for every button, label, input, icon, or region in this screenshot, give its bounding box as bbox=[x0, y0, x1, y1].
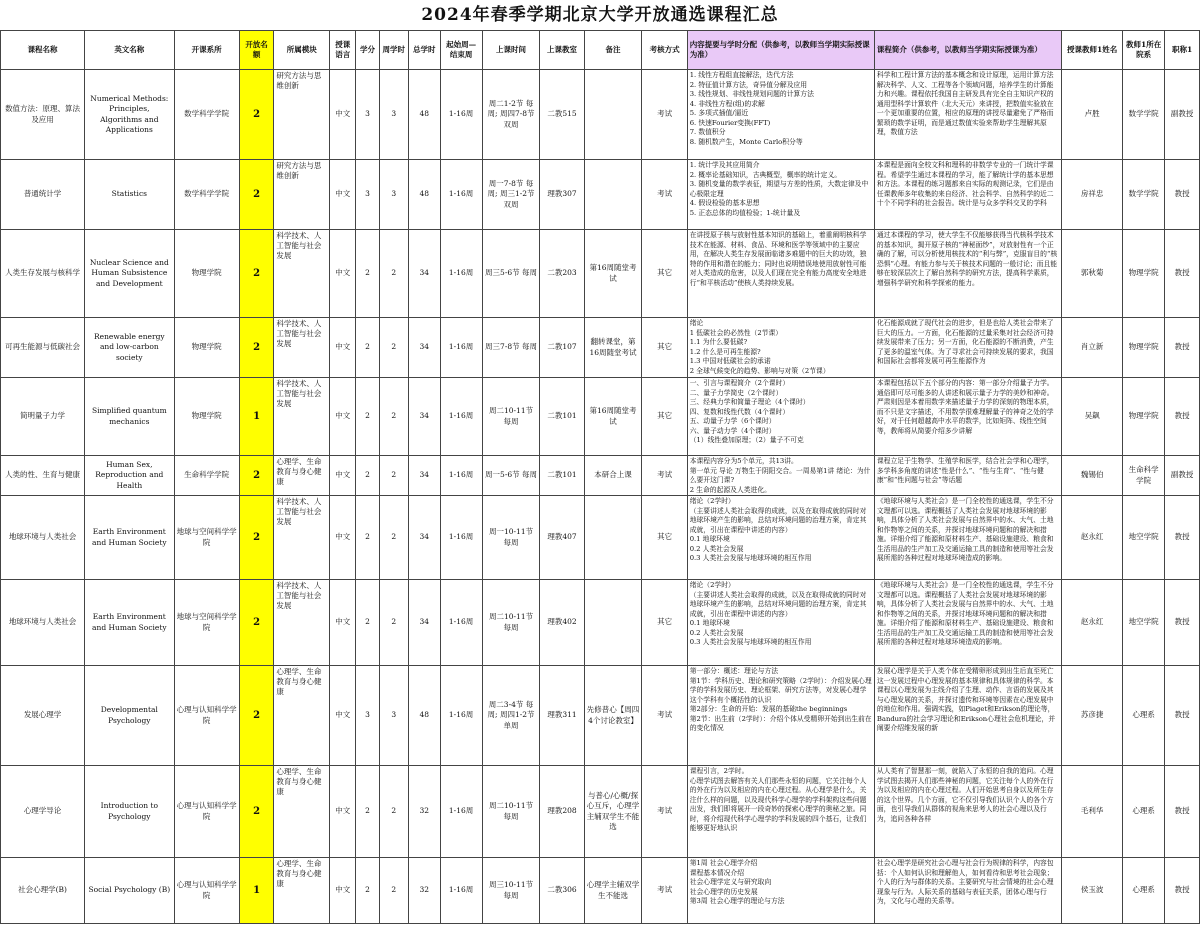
quota-cell: 2 bbox=[239, 160, 274, 230]
col-header-rank: 职称1 bbox=[1165, 31, 1200, 70]
weeks-cell: 1-16周 bbox=[440, 318, 482, 378]
department-cell: 数学科学学院 bbox=[174, 160, 239, 230]
course-name-cell: 地球环境与人类社会 bbox=[1, 496, 85, 580]
col-header-name: 课程名称 bbox=[1, 31, 85, 70]
table-row bbox=[1, 580, 1200, 666]
exam-method-cell: 其它 bbox=[642, 580, 687, 666]
quota-cell: 2 bbox=[239, 456, 274, 496]
teacher-rank-cell: 教授 bbox=[1165, 666, 1200, 766]
course-name-cell: 可再生能源与低碳社会 bbox=[1, 318, 85, 378]
classroom-cell: 二教203 bbox=[540, 230, 584, 318]
col-header-en: 英文名称 bbox=[85, 31, 174, 70]
col-header-module: 所属模块 bbox=[274, 31, 330, 70]
quota-cell: 1 bbox=[239, 378, 274, 456]
course-name-cell: 地球环境与人类社会 bbox=[1, 580, 85, 666]
page-title: 2024年春季学期北京大学开放通选课程汇总 bbox=[421, 5, 779, 25]
language-cell: 中文 bbox=[330, 160, 356, 230]
class-time-cell: 周三5-6节 每周 bbox=[482, 230, 540, 318]
language-cell: 中文 bbox=[330, 666, 356, 766]
content-outline-cell: 本课程内容分为5个单元，共13讲。 第一单元 导论 万物生于阴阳交合。一周易第1讲 绪论：为什么要开这门课? 2 生命的起源及人类进化。 bbox=[687, 456, 874, 496]
teacher-name-cell: 卢胜 bbox=[1062, 70, 1123, 160]
credit-cell: 3 bbox=[356, 666, 379, 766]
teacher-dept-cell: 心理系 bbox=[1123, 766, 1165, 858]
teacher-rank-cell: 副教授 bbox=[1165, 456, 1200, 496]
module-cell: 科学技术、人工智能与社会发展 bbox=[274, 496, 330, 580]
credit-cell: 2 bbox=[356, 378, 379, 456]
teacher-name-cell: 侯玉波 bbox=[1062, 858, 1123, 924]
department-cell: 数学科学学院 bbox=[174, 70, 239, 160]
credit-cell: 3 bbox=[356, 160, 379, 230]
note-cell: 本研合上课 bbox=[584, 456, 642, 496]
english-name-cell: Social Psychology (B) bbox=[85, 858, 174, 924]
course-name-cell: 人类生存发展与核科学 bbox=[1, 230, 85, 318]
total-hours-cell: 48 bbox=[409, 70, 441, 160]
english-name-cell: Numerical Methods: Principles, Algorithms and Applications bbox=[85, 70, 174, 160]
table-row bbox=[1, 858, 1200, 924]
credit-cell: 2 bbox=[356, 580, 379, 666]
col-header-exam: 考核方式 bbox=[642, 31, 687, 70]
table-row bbox=[1, 378, 1200, 456]
teacher-rank-cell: 教授 bbox=[1165, 230, 1200, 318]
credit-cell: 2 bbox=[356, 496, 379, 580]
course-intro-cell: 从人类有了智慧那一刻，就陷入了永恒的自我的追问。心理学试图去揭开人们那些神秘的问题，它关注每个人的外在行为以及相应的内在心理过程。人们开始思考自身以及所生存的这个世界。几个方面，它不仅引导我们认识个人的各个方面，也引导我们从群体的视角来思考人的社会心理以及行为，追问各种各样 bbox=[874, 766, 1061, 858]
course-name-cell: 简明量子力学 bbox=[1, 378, 85, 456]
classroom-cell: 二教306 bbox=[540, 858, 584, 924]
weeks-cell: 1-16周 bbox=[440, 456, 482, 496]
weekly-hours-cell: 2 bbox=[379, 456, 408, 496]
teacher-name-cell: 赵永红 bbox=[1062, 496, 1123, 580]
classroom-cell: 理教307 bbox=[540, 160, 584, 230]
class-time-cell: 周一7-8节 每周; 周三1-2节 双周 bbox=[482, 160, 540, 230]
credit-cell: 3 bbox=[356, 70, 379, 160]
course-intro-cell: 本课程是面向全校文科和理科的非数学专业的一门统计学课程。希望学生通过本课程的学习，能了解统计学的基本思想和方法。本课程的练习题都来自实际的观测记录，它们是由任课教师多年收集的来自经济、社会科学、自然科学的近二十个不同学科的社会报告。统计是与众多学科交叉的学科 bbox=[874, 160, 1061, 230]
class-time-cell: 周二10-11节 每周 bbox=[482, 378, 540, 456]
language-cell: 中文 bbox=[330, 456, 356, 496]
classroom-cell: 理教208 bbox=[540, 766, 584, 858]
weeks-cell: 1-16周 bbox=[440, 666, 482, 766]
weekly-hours-cell: 3 bbox=[379, 666, 408, 766]
table-row bbox=[1, 456, 1200, 496]
course-name-cell: 发展心理学 bbox=[1, 666, 85, 766]
total-hours-cell: 34 bbox=[409, 378, 441, 456]
teacher-rank-cell: 教授 bbox=[1165, 160, 1200, 230]
course-name-cell: 普通统计学 bbox=[1, 160, 85, 230]
course-name-cell: 心理学导论 bbox=[1, 766, 85, 858]
exam-method-cell: 其它 bbox=[642, 230, 687, 318]
weekly-hours-cell: 2 bbox=[379, 378, 408, 456]
course-intro-cell: 科学和工程计算方法的基本概念和设计原理，运用计算方法解决科学、人文、工程等各个领域问题，培养学生的计算能力和兴趣。课程依托我国自主研发具有完全自主知识产权的通用型科学计算软件（北大天元）来讲授，把数值实验放在一个更加重要的位置，相应的原理的讲授尽量避免了严格而繁琐的数学证明，而是通过数值实验来帮助学生理解其原理，数值方法 bbox=[874, 70, 1061, 160]
class-time-cell: 周二3-4节 每周; 周四1-2节 单周 bbox=[482, 666, 540, 766]
english-name-cell: Developmental Psychology bbox=[85, 666, 174, 766]
course-intro-cell: 通过本课程的学习，使大学生不仅能够获得当代核科学技术的基本知识，揭开原子核的“神秘面纱”，对放射性有一个正确的了解，可以分析使用核技术的“利与弊”，克服盲目的“核恐惧”心理。有能力参与关于核技术问题的一般讨论；而且能够在较深层次上了解自然科学的研究方法，提高科学素质，增强科学研究和科学探索的能力。 bbox=[874, 230, 1061, 318]
note-cell: 第16周随堂考试 bbox=[584, 230, 642, 318]
course-intro-cell: 化石能源成就了现代社会的进步，但是也给人类社会带来了巨大的压力。一方面，化石能源的过量采集对社会经济可持续发展带来了压力；另一方面，化石能源的不断消费，产生了更多的温室气体。为了寻求社会可持续发展的要求，我国和国际社会都将发展可再生能源作为 bbox=[874, 318, 1061, 378]
department-cell: 物理学院 bbox=[174, 230, 239, 318]
note-cell bbox=[584, 70, 642, 160]
language-cell: 中文 bbox=[330, 70, 356, 160]
teacher-rank-cell: 教授 bbox=[1165, 318, 1200, 378]
teacher-dept-cell: 物理学院 bbox=[1123, 318, 1165, 378]
quota-cell: 2 bbox=[239, 666, 274, 766]
exam-method-cell: 考试 bbox=[642, 766, 687, 858]
class-time-cell: 周二10-11节 每周 bbox=[482, 580, 540, 666]
weekly-hours-cell: 2 bbox=[379, 766, 408, 858]
table-row bbox=[1, 70, 1200, 160]
total-hours-cell: 34 bbox=[409, 318, 441, 378]
language-cell: 中文 bbox=[330, 496, 356, 580]
teacher-rank-cell: 副教授 bbox=[1165, 70, 1200, 160]
teacher-name-cell: 吴飙 bbox=[1062, 378, 1123, 456]
weeks-cell: 1-16周 bbox=[440, 766, 482, 858]
module-cell: 心理学、生命教育与身心健康 bbox=[274, 666, 330, 766]
course-name-cell: 人类的性、生育与健康 bbox=[1, 456, 85, 496]
class-time-cell: 周二1-2节 每周; 周四7-8节 双周 bbox=[482, 70, 540, 160]
course-intro-cell: 《地球环境与人类社会》是一门全校性的通选课，学生不分文理都可以选。课程概括了人类社会发展对地球环境的影响，具体分析了人类社会发展与自然界中的水、大气、土地和作物等之间的关系，并探讨地球环境问题和的解决和措施。详细介绍了能源和原材料生产、基础设施建设、粮食和生活用品的生产加工及交通运输工具的制造和使用等社会发展所需的各种过程对地球环境造成的影响。 bbox=[874, 496, 1061, 580]
course-name-cell: 数值方法：原理、算法及应用 bbox=[1, 70, 85, 160]
credit-cell: 2 bbox=[356, 230, 379, 318]
note-cell: 心理学主辅双学生不能选 bbox=[584, 858, 642, 924]
weeks-cell: 1-16周 bbox=[440, 378, 482, 456]
quota-cell: 2 bbox=[239, 318, 274, 378]
classroom-cell: 理教402 bbox=[540, 580, 584, 666]
department-cell: 心理与认知科学学院 bbox=[174, 766, 239, 858]
language-cell: 中文 bbox=[330, 766, 356, 858]
english-name-cell: Renewable energy and low-carbon society bbox=[85, 318, 174, 378]
col-header-intro: 课程简介（供参考，以教师当学期实际授课为准） bbox=[874, 31, 1061, 70]
col-header-teacher: 授课教师1姓名 bbox=[1062, 31, 1123, 70]
content-outline-cell: 一、引言与课程简介（2个课时） 二、量子力学简史（2个课时） 三、经典力学和简量子理论（4个课时） 四、复数和线性代数（4个课时） 五、动量子力学（6个课时） 六、量子动力学（4个课时） （1）线性叠加原理；（2）量子不可克 bbox=[687, 378, 874, 456]
weeks-cell: 1-16周 bbox=[440, 70, 482, 160]
exam-method-cell: 其它 bbox=[642, 318, 687, 378]
teacher-name-cell: 毛利华 bbox=[1062, 766, 1123, 858]
english-name-cell: Earth Environment and Human Society bbox=[85, 580, 174, 666]
course-intro-cell: 社会心理学是研究社会心理与社会行为规律的科学，内容包括：个人如何认识和理解他人，如何看待和思考社会现象；个人的行为与群体的关系。主要研究与社会情境的社会心理现象与行为。人际关系的基础与表征关系，团体心理与行为，文化与心理的关系等。 bbox=[874, 858, 1061, 924]
class-time-cell: 周二10-11节 每周 bbox=[482, 766, 540, 858]
content-outline-cell: 绪论（2学时） （主要讲述人类社会取得的成就，以及在取得成就的同时对地球环境产生的影响，总结对环境问题的治理方案，肯定其成就，引出在课程中讲述的内容） 0.1 地球环境 0.2 人类社会发展 0.3 人类社会发展与地球环境的相互作用 bbox=[687, 580, 874, 666]
course-intro-cell: 《地球环境与人类社会》是一门全校性的通选课，学生不分文理都可以选。课程概括了人类社会发展对地球环境的影响，具体分析了人类社会发展与自然界中的水、大气、土地和作物等之间的关系，并探讨地球环境问题和的解决和措施。详细介绍了能源和原材料生产、基础设施建设、粮食和生活用品的生产加工及交通运输工具的制造和使用等社会发展所需的各种过程对地球环境造成的影响。 bbox=[874, 580, 1061, 666]
teacher-rank-cell: 教授 bbox=[1165, 858, 1200, 924]
exam-method-cell: 考试 bbox=[642, 666, 687, 766]
english-name-cell: Introduction to Psychology bbox=[85, 766, 174, 858]
classroom-cell: 二教515 bbox=[540, 70, 584, 160]
module-cell: 科学技术、人工智能与社会发展 bbox=[274, 230, 330, 318]
weekly-hours-cell: 3 bbox=[379, 70, 408, 160]
english-name-cell: Simplified quantum mechanics bbox=[85, 378, 174, 456]
col-header-weeks: 起始周—结束周 bbox=[440, 31, 482, 70]
teacher-dept-cell: 数学学院 bbox=[1123, 160, 1165, 230]
exam-method-cell: 考试 bbox=[642, 70, 687, 160]
col-header-time: 上课时间 bbox=[482, 31, 540, 70]
quota-cell: 2 bbox=[239, 766, 274, 858]
col-header-note: 备注 bbox=[584, 31, 642, 70]
weekly-hours-cell: 2 bbox=[379, 858, 408, 924]
credit-cell: 2 bbox=[356, 456, 379, 496]
teacher-dept-cell: 心理系 bbox=[1123, 666, 1165, 766]
quota-cell: 2 bbox=[239, 230, 274, 318]
teacher-name-cell: 苏彦捷 bbox=[1062, 666, 1123, 766]
department-cell: 心理与认知科学学院 bbox=[174, 858, 239, 924]
module-cell: 科学技术、人工智能与社会发展 bbox=[274, 318, 330, 378]
weeks-cell: 1-16周 bbox=[440, 230, 482, 318]
col-header-lang: 授课语言 bbox=[330, 31, 356, 70]
col-header-tdept: 教师1所在院系 bbox=[1123, 31, 1165, 70]
class-time-cell: 周一10-11节 每周 bbox=[482, 496, 540, 580]
classroom-cell: 二教101 bbox=[540, 456, 584, 496]
content-outline-cell: 1. 统计学及其应用简介 2. 概率论基础知识，古典概型，概率的统计定义。 3. 随机变量的数学表征，期望与方差的性质，大数定律及中心极限定理 4. 假设检验的基本思想 5. 正态总体的均值检验；1-统计量及 bbox=[687, 160, 874, 230]
content-outline-cell: 绪论（2学时） （主要讲述人类社会取得的成就，以及在取得成就的同时对地球环境产生的影响，总结对环境问题的治理方案，肯定其成就，引出在课程中讲述的内容） 0.1 地球环境 0.2 人类社会发展 0.3 人类社会发展与地球环境的相互作用 bbox=[687, 496, 874, 580]
exam-method-cell: 考试 bbox=[642, 858, 687, 924]
teacher-name-cell: 郭秋菊 bbox=[1062, 230, 1123, 318]
table-row bbox=[1, 766, 1200, 858]
teacher-name-cell: 赵永红 bbox=[1062, 580, 1123, 666]
language-cell: 中文 bbox=[330, 318, 356, 378]
teacher-name-cell: 魏锡伯 bbox=[1062, 456, 1123, 496]
language-cell: 中文 bbox=[330, 230, 356, 318]
weeks-cell: 1-16周 bbox=[440, 858, 482, 924]
classroom-cell: 理教311 bbox=[540, 666, 584, 766]
classroom-cell: 理教407 bbox=[540, 496, 584, 580]
language-cell: 中文 bbox=[330, 580, 356, 666]
table-row bbox=[1, 496, 1200, 580]
col-header-dept: 开课系所 bbox=[174, 31, 239, 70]
teacher-dept-cell: 物理学院 bbox=[1123, 378, 1165, 456]
content-outline-cell: 1. 线性方程组直接解法，迭代方法 2. 特征值计算方法，奇异值分解及应用 3. 线性规划、非线性规划问题的计算方法 4. 非线性方程(组)的求解 5. 多项式插值/逼近 6. 快速Fourier变换(FFT) 7. 数值积分 8. 随机数产生，Monte Carlo积分等 bbox=[687, 70, 874, 160]
weeks-cell: 1-16周 bbox=[440, 496, 482, 580]
note-cell bbox=[584, 496, 642, 580]
col-header-credit: 学分 bbox=[356, 31, 379, 70]
col-header-total: 总学时 bbox=[409, 31, 441, 70]
content-outline-cell: 第一部分：概述：理论与方法 第1节：学科历史、理论和研究策略（2学时）：介绍发展心理学的学科发展历史、理论框架、研究方法等，对发展心理学这个学科有个概括性的认识 第2部分：生命的开始：发展的基础the beginnings 第2节：出生前（2学时）：介绍个体从受精卵开始到出生前在的变化情况 bbox=[687, 666, 874, 766]
course-intro-cell: 发展心理学是关于人类个体在受精卵形成到出生后直至死亡这一发展过程中心理发展的基本规律和具体规律的科学。本课程以心理发展为主线介绍了生理、动作、言语的发展及其与心理发展的关系，并探讨遗传和环境等因素在心理发展中的地位和作用。强调实践，如Piaget和Erikson的理论等，Bandura的社会学习理论和Erikson心理社会危机理论，并阐要介绍维发展的新 bbox=[874, 666, 1061, 766]
quota-cell: 1 bbox=[239, 858, 274, 924]
weekly-hours-cell: 2 bbox=[379, 580, 408, 666]
teacher-name-cell: 房祥忠 bbox=[1062, 160, 1123, 230]
note-cell: 第16周随堂考试 bbox=[584, 378, 642, 456]
quota-cell: 2 bbox=[239, 496, 274, 580]
module-cell: 研究方法与思维创新 bbox=[274, 70, 330, 160]
note-cell: 与普心/心概/探心互斥，心理学主辅双学生不能选 bbox=[584, 766, 642, 858]
col-header-quota: 开放名额 bbox=[239, 31, 274, 70]
exam-method-cell: 考试 bbox=[642, 160, 687, 230]
table-row bbox=[1, 318, 1200, 378]
credit-cell: 2 bbox=[356, 858, 379, 924]
teacher-rank-cell: 教授 bbox=[1165, 378, 1200, 456]
department-cell: 物理学院 bbox=[174, 318, 239, 378]
credit-cell: 2 bbox=[356, 318, 379, 378]
module-cell: 心理学、生命教育与身心健康 bbox=[274, 858, 330, 924]
credit-cell: 2 bbox=[356, 766, 379, 858]
teacher-rank-cell: 教授 bbox=[1165, 766, 1200, 858]
department-cell: 生命科学学院 bbox=[174, 456, 239, 496]
module-cell: 科学技术、人工智能与社会发展 bbox=[274, 378, 330, 456]
weekly-hours-cell: 2 bbox=[379, 230, 408, 318]
department-cell: 物理学院 bbox=[174, 378, 239, 456]
content-outline-cell: 在讲授原子核与放射性基本知识的基础上，着重阐明核科学技术在能源、材料、食品、环境和医学等领域中的主要应用，在解决人类生存发展面临诸多难题中的巨大的功效，独特的作用和潜在的能力；同时也说明错误地使用放射性可能对人类造成的危害，以及人们现在完全有能力高度安全地进行“和平核活动”使核人类持续发展。 bbox=[687, 230, 874, 318]
total-hours-cell: 34 bbox=[409, 496, 441, 580]
note-cell: 先修普心【周四4个讨论教室】 bbox=[584, 666, 642, 766]
course-intro-cell: 课程立足于生物学、生殖学和医学，结合社会学和心理学，多学科多角度的讲述“性是什么”、“性与生育”、“性与健康”和“性问题与社会”等话题 bbox=[874, 456, 1061, 496]
content-outline-cell: 课程引言，2学时。 心理学试图去解答有关人们那些永恒的问题，它关注每个人的外在行为以及相应的内在心理过程。从心理学是什么，关注什么样的问题，以及现代科学心理学的学科架构这些问题出发，我们即将展开一段奇妙的探索心理学的奥秘之旅。同时，将介绍现代科学心理学的学科发展的四个基石，让我们能够更好地认识 bbox=[687, 766, 874, 858]
note-cell: 翻转课堂，第16周随堂考试 bbox=[584, 318, 642, 378]
weekly-hours-cell: 3 bbox=[379, 160, 408, 230]
department-cell: 地球与空间科学学院 bbox=[174, 496, 239, 580]
total-hours-cell: 34 bbox=[409, 230, 441, 318]
module-cell: 心理学、生命教育与身心健康 bbox=[274, 456, 330, 496]
weekly-hours-cell: 2 bbox=[379, 496, 408, 580]
classroom-cell: 二教107 bbox=[540, 318, 584, 378]
total-hours-cell: 34 bbox=[409, 580, 441, 666]
total-hours-cell: 48 bbox=[409, 160, 441, 230]
content-outline-cell: 第1周 社会心理学介绍 课程基本情况介绍 社会心理学定义与研究取向 社会心理学的历史发展 第3周 社会心理学的理论与方法 bbox=[687, 858, 874, 924]
total-hours-cell: 48 bbox=[409, 666, 441, 766]
teacher-name-cell: 肖立新 bbox=[1062, 318, 1123, 378]
english-name-cell: Nuclear Science and Human Subsistence and Development bbox=[85, 230, 174, 318]
class-time-cell: 周三7-8节 每周 bbox=[482, 318, 540, 378]
language-cell: 中文 bbox=[330, 858, 356, 924]
teacher-dept-cell: 心理系 bbox=[1123, 858, 1165, 924]
quota-cell: 2 bbox=[239, 580, 274, 666]
exam-method-cell: 考试 bbox=[642, 456, 687, 496]
english-name-cell: Statistics bbox=[85, 160, 174, 230]
content-outline-cell: 绪论 1 低碳社会的必然性（2节课） 1.1 为什么要低碳? 1.2 什么是可再生能源? 1.3 中国对低碳社会的承诺 2 全球气候变化的趋势、影响与对策（2节课） bbox=[687, 318, 874, 378]
teacher-dept-cell: 地空学院 bbox=[1123, 580, 1165, 666]
table-body bbox=[1, 70, 1200, 924]
col-header-weekly: 周学时 bbox=[379, 31, 408, 70]
col-header-room: 上课教室 bbox=[540, 31, 584, 70]
language-cell: 中文 bbox=[330, 378, 356, 456]
note-cell bbox=[584, 580, 642, 666]
english-name-cell: Earth Environment and Human Society bbox=[85, 496, 174, 580]
total-hours-cell: 32 bbox=[409, 766, 441, 858]
course-name-cell: 社会心理学(B) bbox=[1, 858, 85, 924]
class-time-cell: 周一5-6节 每周 bbox=[482, 456, 540, 496]
exam-method-cell: 其它 bbox=[642, 378, 687, 456]
teacher-dept-cell: 数学学院 bbox=[1123, 70, 1165, 160]
note-cell bbox=[584, 160, 642, 230]
total-hours-cell: 34 bbox=[409, 456, 441, 496]
module-cell: 研究方法与思维创新 bbox=[274, 160, 330, 230]
header-row bbox=[1, 31, 1200, 70]
exam-method-cell: 其它 bbox=[642, 496, 687, 580]
total-hours-cell: 32 bbox=[409, 858, 441, 924]
module-cell: 科学技术、人工智能与社会发展 bbox=[274, 580, 330, 666]
english-name-cell: Human Sex, Reproduction and Health bbox=[85, 456, 174, 496]
weekly-hours-cell: 2 bbox=[379, 318, 408, 378]
table-row bbox=[1, 230, 1200, 318]
weeks-cell: 1-16周 bbox=[440, 160, 482, 230]
table-row bbox=[1, 666, 1200, 766]
teacher-dept-cell: 生命科学学院 bbox=[1123, 456, 1165, 496]
module-cell: 心理学、生命教育与身心健康 bbox=[274, 766, 330, 858]
department-cell: 心理与认知科学学院 bbox=[174, 666, 239, 766]
col-header-content: 内容提要与学时分配（供参考，以教师当学期实际授课为准） bbox=[687, 31, 874, 70]
teacher-rank-cell: 教授 bbox=[1165, 496, 1200, 580]
course-intro-cell: 本课程包括以下五个部分的内容：第一部分介绍量子力学。通俗即可尽可能多的人讲述和展示量子力学的美妙和神奇。严肃则因是本着用数学来描述量子力学的深刻的物理本质，而不只是文字描述，不用数学很难理解量子的神奇之处的学好，对于任何超越高中水平的数学，比如矩阵、线性空间等，教师将从简要介绍多少讲解 bbox=[874, 378, 1061, 456]
course-table bbox=[0, 30, 1200, 924]
weeks-cell: 1-16周 bbox=[440, 580, 482, 666]
classroom-cell: 二教101 bbox=[540, 378, 584, 456]
department-cell: 地球与空间科学学院 bbox=[174, 580, 239, 666]
teacher-rank-cell: 教授 bbox=[1165, 580, 1200, 666]
class-time-cell: 周三10-11节 每周 bbox=[482, 858, 540, 924]
teacher-dept-cell: 地空学院 bbox=[1123, 496, 1165, 580]
teacher-dept-cell: 物理学院 bbox=[1123, 230, 1165, 318]
quota-cell: 2 bbox=[239, 70, 274, 160]
table-row bbox=[1, 160, 1200, 230]
